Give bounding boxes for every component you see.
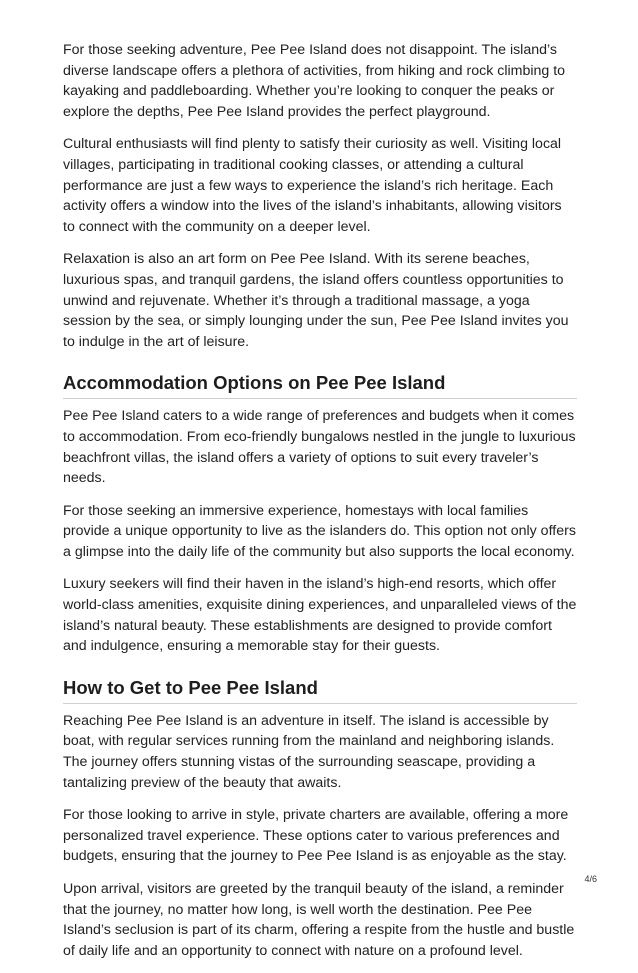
accommodation-heading: Accommodation Options on Pee Pee Island <box>63 372 577 399</box>
travel-heading: How to Get to Pee Pee Island <box>63 677 577 704</box>
boat-access-paragraph: Reaching Pee Pee Island is an adventure in itself. The island is accessible by boat, with regular services running from the mainland and neighboring islands. The journey offers stunning vistas of the surrounding seascape, providing a tantalizing preview of the beauty that awaits. <box>63 712 555 791</box>
culture-paragraph: Cultural enthusiasts will find plenty to satisfy their curiosity as well. Visiting local villages, participating in traditional cooking classes, or attending a cultural performance are just a few ways to experience the island’s rich heritage. Each activity offers a window into the lives of the island’s inhabitants, allowing visitors to connect with the community on a deeper level. <box>63 136 562 235</box>
relaxation-paragraph: Relaxation is also an art form on Pee Pee Island. With its serene beaches, luxurious spas, and tranquil gardens, the island offers countless opportunities to unwind and rejuvenate. Whether it’s through a traditional massage, a yoga session by the sea, or simply lounging under the sun, Pee Pee Island invites you to indulge in the art of leisure. <box>63 251 569 350</box>
adventure-paragraph: For those seeking adventure, Pee Pee Island does not disappoint. The island’s diverse landscape offers a plethora of activities, from hiking and rock climbing to kayaking and paddleboarding. Whether you’re looking to conquer the peaks or explore the depths, Pee Pee Island provides the perfect playground. <box>63 42 566 120</box>
accommodation-overview-paragraph: Pee Pee Island caters to a wide range of preferences and budgets when it comes to accommodation. From eco-friendly bungalows nestled in the jungle to luxurious beachfront villas, the island offers a variety of options to suit every traveler’s needs. <box>63 408 576 487</box>
private-charter-paragraph: For those looking to arrive in style, private charters are available, offering a more personalized travel experience. These options cater to various preferences and budgets, ensuring that the journey to Pee Pee Island is as enjoyable as the stay. <box>63 807 569 865</box>
luxury-resort-paragraph: Luxury seekers will find their haven in the island’s high-end resorts, which offer world-class amenities, exquisite dining experiences, and unparalleled views of the island’s natural beauty. These establishments are designed to provide comfort and indulgence, ensuring a memorable stay for their guests. <box>63 576 577 655</box>
homestay-paragraph: For those seeking an immersive experience, homestays with local families provide a unique opportunity to live as the islanders do. This option not only offers a glimpse into the daily life of the community but also supports the local economy. <box>63 502 576 560</box>
page-number: 4/6 <box>584 874 597 884</box>
document-page <box>63 40 577 973</box>
travel-section <box>63 677 577 962</box>
intro-section <box>63 40 577 352</box>
arrival-paragraph: Upon arrival, visitors are greeted by the tranquil beauty of the island, a reminder that the journey, no matter how long, is well worth the destination. Pee Pee Island’s seclusion is part of its charm, offering a respite from the hustle and bustle of daily life and an opportunity to connect with nature on a profound level. <box>63 881 575 959</box>
accommodation-section <box>63 372 577 657</box>
